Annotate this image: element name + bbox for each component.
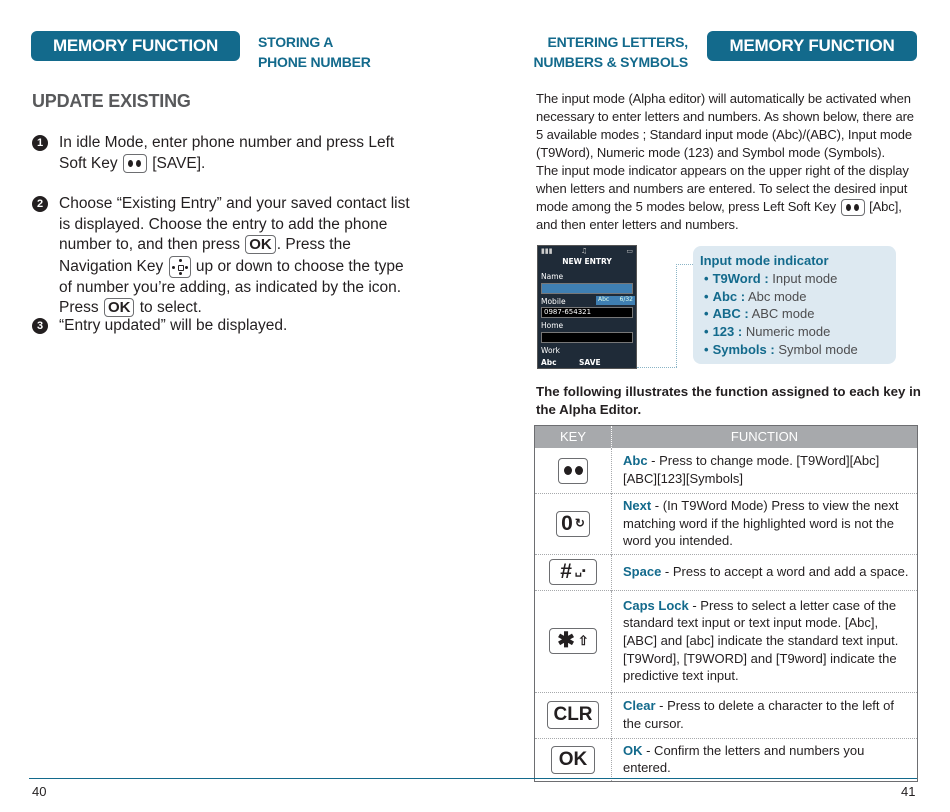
indicator-item: • ABC : ABC mode bbox=[704, 306, 815, 322]
step-text bbox=[59, 316, 412, 337]
phone-counter: 6/32 bbox=[619, 296, 633, 303]
step-text-part: In idle Mode, enter phone number and press Left Soft Key bbox=[59, 134, 395, 172]
status-bar bbox=[541, 247, 633, 256]
function-cell bbox=[612, 738, 918, 781]
function-cell bbox=[612, 590, 918, 692]
ok-key-icon: OK bbox=[104, 298, 135, 317]
indicator-title: Input mode indicator bbox=[700, 253, 829, 268]
star-key-icon: ✱ ⇧ bbox=[549, 628, 597, 654]
function-desc: - Confirm the letters and numbers you entered. bbox=[623, 742, 865, 776]
phone-softkey-left: Abc bbox=[541, 358, 557, 367]
indicator-item: • 123 : Numeric mode bbox=[704, 324, 831, 340]
ok-key-icon: OK bbox=[551, 746, 595, 774]
phone-title: NEW ENTRY bbox=[562, 257, 612, 266]
step-1 bbox=[32, 133, 412, 174]
indicator-desc: Abc mode bbox=[747, 288, 807, 304]
callout-line bbox=[676, 264, 677, 367]
function-desc: - Press to accept a word and add a space. bbox=[661, 563, 909, 579]
phone-work-label: Work bbox=[541, 346, 560, 355]
function-desc: - (In T9Word Mode) Press to view the next matching word if the highlighted word is not the word you intended. bbox=[623, 498, 899, 549]
indicator-desc: Numeric mode bbox=[745, 324, 831, 340]
function-desc: - Press to delete a character to the left of the cursor. bbox=[623, 698, 894, 731]
footer-rule bbox=[29, 778, 917, 779]
table-header-function: FUNCTION bbox=[612, 426, 918, 448]
callout-line bbox=[676, 264, 693, 265]
phone-screen-illustration bbox=[537, 245, 637, 369]
function-name: Caps Lock bbox=[623, 597, 689, 613]
step-text-part: “Entry updated” will be displayed. bbox=[59, 317, 288, 334]
key-cell bbox=[535, 590, 612, 692]
intro-paragraph bbox=[536, 90, 921, 234]
table-intro: The following illustrates the function assigned to each key in the Alpha Editor. bbox=[536, 384, 921, 417]
section-heading: UPDATE EXISTING bbox=[32, 91, 191, 111]
right-header-subtitle bbox=[520, 32, 688, 72]
right-page-number: 41 bbox=[901, 784, 916, 799]
battery-icon: ▭ bbox=[626, 247, 633, 255]
pound-key-icon: # ␣▪ bbox=[549, 559, 597, 585]
indicator-desc: Symbol mode bbox=[778, 341, 858, 357]
indicator-key: 123 : bbox=[712, 324, 743, 340]
step-text-part: to select. bbox=[139, 299, 202, 316]
table-row bbox=[535, 554, 918, 590]
signal-icon: ▮▮▮ bbox=[541, 247, 553, 255]
zero-key-icon: 0 ↻ bbox=[556, 511, 590, 537]
step-text bbox=[59, 194, 412, 319]
key-cell bbox=[535, 494, 612, 555]
function-desc: - Press to change mode. [T9Word][Abc][ABC][123][Symbols] bbox=[623, 453, 880, 486]
callout-line bbox=[637, 367, 677, 368]
step-3 bbox=[32, 316, 412, 337]
key-cell bbox=[535, 738, 612, 781]
intro-text-2 bbox=[536, 162, 921, 234]
left-header-subtitle bbox=[258, 32, 371, 72]
step-number: 3 bbox=[32, 318, 48, 334]
clr-key-icon: CLR bbox=[547, 701, 599, 729]
indicator-item: • T9Word : Input mode bbox=[704, 270, 838, 286]
table-row bbox=[535, 494, 918, 555]
step-2 bbox=[32, 194, 412, 319]
function-cell bbox=[612, 494, 918, 555]
table-header-key: KEY bbox=[535, 426, 612, 448]
indicator-key: Symbols : bbox=[712, 341, 775, 357]
phone-mode-text: Abc bbox=[598, 296, 610, 303]
table-row bbox=[535, 692, 918, 738]
intro-text-part: [Abc], and then enter letters and numbers. bbox=[536, 199, 902, 233]
function-cell bbox=[612, 554, 918, 590]
step-number: 2 bbox=[32, 196, 48, 212]
left-soft-key-icon bbox=[841, 199, 865, 216]
step-text bbox=[59, 133, 412, 174]
table-row bbox=[535, 448, 918, 494]
left-header-pill: MEMORY FUNCTION bbox=[31, 31, 240, 61]
key-cell bbox=[535, 554, 612, 590]
subtitle-line: PHONE NUMBER bbox=[258, 54, 371, 70]
table-header-row bbox=[535, 426, 918, 448]
indicator-key: T9Word : bbox=[712, 270, 769, 286]
step-text-part: [SAVE]. bbox=[152, 154, 206, 172]
phone-home-field bbox=[541, 332, 633, 343]
key-cell bbox=[535, 692, 612, 738]
table-row bbox=[535, 590, 918, 692]
function-cell bbox=[612, 692, 918, 738]
key-function-table bbox=[534, 425, 918, 782]
phone-home-label: Home bbox=[541, 321, 564, 330]
function-cell bbox=[612, 448, 918, 494]
phone-softkey-center: SAVE bbox=[579, 358, 601, 367]
left-page-number: 40 bbox=[32, 784, 47, 799]
subtitle-line: ENTERING LETTERS, bbox=[547, 34, 688, 50]
step-number: 1 bbox=[32, 135, 48, 151]
ok-key-icon: OK bbox=[245, 235, 276, 254]
phone-mobile-label: Mobile bbox=[541, 297, 566, 306]
phone-name-label: Name bbox=[541, 272, 564, 281]
phone-mobile-field: 0987-654321 bbox=[541, 307, 633, 318]
subtitle-line: NUMBERS & SYMBOLS bbox=[533, 54, 688, 70]
left-soft-key-icon bbox=[123, 154, 147, 173]
input-mode-indicator-callout bbox=[693, 246, 896, 364]
soft-key-icon bbox=[558, 458, 588, 484]
step-text-part: . Press the Navigation Key bbox=[59, 236, 351, 275]
function-name: Abc bbox=[623, 453, 648, 469]
intro-text: The input mode (Alpha editor) will automatically be activated when necessary to enter letters and numbers. As shown below, there are 5 available modes ; Standard input mode (Abc)/(ABC), Input mode (T9Word), Numeric mode (123) and Symbol mode (Symbols). bbox=[536, 91, 914, 160]
function-name: OK bbox=[623, 742, 643, 758]
indicator-item: • Abc : Abc mode bbox=[704, 288, 807, 304]
indicator-key: Abc : bbox=[712, 288, 746, 304]
phone-name-field bbox=[541, 283, 633, 294]
function-name: Clear bbox=[623, 698, 656, 714]
key-cell bbox=[535, 448, 612, 494]
subtitle-line: STORING A bbox=[258, 34, 334, 50]
navigation-key-icon bbox=[169, 256, 191, 278]
music-icon: ♫ bbox=[581, 247, 588, 255]
phone-softkeys bbox=[541, 358, 633, 367]
indicator-item: • Symbols : Symbol mode bbox=[704, 341, 858, 357]
step-text-part: Choose “Existing Entry” and your saved contact list is displayed. Choose the entry to add the phone number to, and then press bbox=[59, 195, 410, 253]
indicator-desc: ABC mode bbox=[751, 306, 815, 322]
indicator-desc: Input mode bbox=[772, 270, 838, 286]
right-header-pill: MEMORY FUNCTION bbox=[707, 31, 917, 61]
function-desc: - Press to select a letter case of the standard text input or text input mode. [Abc], [ABC] and [abc] indicate the standard text input. [T9Word], [T9WORD] and [T9word] indicate the predictive text input. bbox=[623, 597, 899, 684]
indicator-key: ABC : bbox=[712, 306, 749, 322]
function-name: Next bbox=[623, 498, 652, 513]
table-row bbox=[535, 738, 918, 781]
function-name: Space bbox=[623, 563, 662, 579]
step-text-part: up or down to choose the type of number you’re adding, as indicated by the icon. Press bbox=[59, 257, 404, 316]
intro-text-part: The input mode indicator appears on the upper right of the display when letters and numbers are entered. To select the desired input mode among the 5 modes below, press Left Soft Key bbox=[536, 163, 909, 214]
phone-mode-badge bbox=[596, 296, 635, 305]
